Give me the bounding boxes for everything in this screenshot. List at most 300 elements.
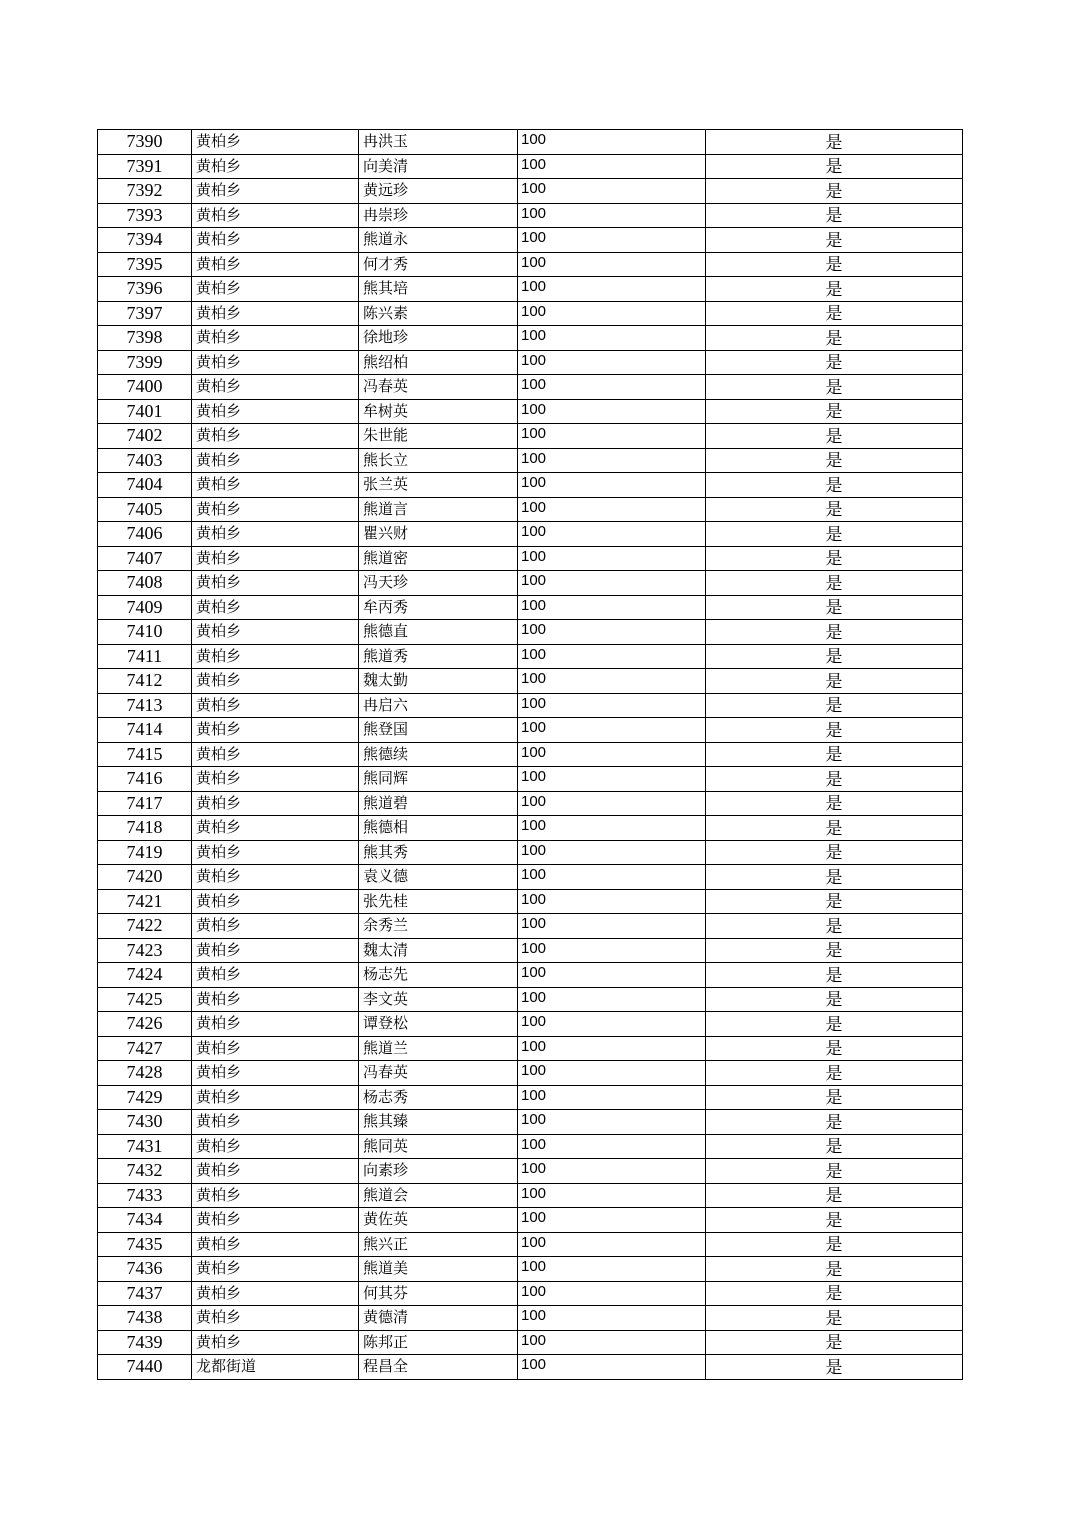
township-cell: 黄柏乡 — [192, 963, 359, 988]
amount-cell: 100 — [518, 473, 706, 498]
person-name-cell: 熊道言 — [359, 497, 518, 522]
status-flag-cell: 是 — [706, 1330, 963, 1355]
status-flag-cell: 是 — [706, 448, 963, 473]
serial-number-cell: 7433 — [98, 1183, 192, 1208]
amount-cell: 100 — [518, 1012, 706, 1037]
serial-number-cell: 7392 — [98, 179, 192, 204]
amount-cell: 100 — [518, 350, 706, 375]
status-flag-cell: 是 — [706, 1012, 963, 1037]
serial-number-cell: 7432 — [98, 1159, 192, 1184]
person-name-cell: 向美清 — [359, 154, 518, 179]
township-cell: 黄柏乡 — [192, 473, 359, 498]
township-cell: 黄柏乡 — [192, 1306, 359, 1331]
person-name-cell: 徐地珍 — [359, 326, 518, 351]
status-flag-cell: 是 — [706, 350, 963, 375]
status-flag-cell: 是 — [706, 1183, 963, 1208]
status-flag-cell: 是 — [706, 963, 963, 988]
status-flag-cell: 是 — [706, 889, 963, 914]
serial-number-cell: 7393 — [98, 203, 192, 228]
table-row — [98, 865, 963, 890]
status-flag-cell: 是 — [706, 1355, 963, 1380]
township-cell: 黄柏乡 — [192, 228, 359, 253]
serial-number-cell: 7438 — [98, 1306, 192, 1331]
status-flag-cell: 是 — [706, 154, 963, 179]
person-name-cell: 张兰英 — [359, 473, 518, 498]
table-row — [98, 1134, 963, 1159]
person-name-cell: 魏太清 — [359, 938, 518, 963]
person-name-cell: 熊道美 — [359, 1257, 518, 1282]
serial-number-cell: 7435 — [98, 1232, 192, 1257]
amount-cell: 100 — [518, 742, 706, 767]
person-name-cell: 熊德相 — [359, 816, 518, 841]
status-flag-cell: 是 — [706, 546, 963, 571]
serial-number-cell: 7411 — [98, 644, 192, 669]
status-flag-cell: 是 — [706, 865, 963, 890]
person-name-cell: 熊道会 — [359, 1183, 518, 1208]
amount-cell: 100 — [518, 693, 706, 718]
person-name-cell: 余秀兰 — [359, 914, 518, 939]
roster-table-body — [98, 130, 963, 1380]
person-name-cell: 熊道永 — [359, 228, 518, 253]
amount-cell: 100 — [518, 375, 706, 400]
status-flag-cell: 是 — [706, 742, 963, 767]
township-cell: 黄柏乡 — [192, 791, 359, 816]
table-row — [98, 571, 963, 596]
status-flag-cell: 是 — [706, 914, 963, 939]
serial-number-cell: 7421 — [98, 889, 192, 914]
township-cell: 黄柏乡 — [192, 742, 359, 767]
serial-number-cell: 7428 — [98, 1061, 192, 1086]
person-name-cell: 熊绍柏 — [359, 350, 518, 375]
township-cell: 黄柏乡 — [192, 1061, 359, 1086]
serial-number-cell: 7431 — [98, 1134, 192, 1159]
status-flag-cell: 是 — [706, 277, 963, 302]
township-cell: 黄柏乡 — [192, 130, 359, 155]
table-row — [98, 1257, 963, 1282]
amount-cell: 100 — [518, 1110, 706, 1135]
person-name-cell: 陈兴素 — [359, 301, 518, 326]
serial-number-cell: 7415 — [98, 742, 192, 767]
status-flag-cell: 是 — [706, 1134, 963, 1159]
township-cell: 黄柏乡 — [192, 326, 359, 351]
amount-cell: 100 — [518, 203, 706, 228]
township-cell: 黄柏乡 — [192, 399, 359, 424]
person-name-cell: 何才秀 — [359, 252, 518, 277]
table-row — [98, 1306, 963, 1331]
amount-cell: 100 — [518, 546, 706, 571]
table-row — [98, 1085, 963, 1110]
status-flag-cell: 是 — [706, 1085, 963, 1110]
table-row — [98, 742, 963, 767]
township-cell: 黄柏乡 — [192, 595, 359, 620]
township-cell: 黄柏乡 — [192, 424, 359, 449]
status-flag-cell: 是 — [706, 1281, 963, 1306]
person-name-cell: 熊德续 — [359, 742, 518, 767]
status-flag-cell: 是 — [706, 522, 963, 547]
person-name-cell: 黄佐英 — [359, 1208, 518, 1233]
serial-number-cell: 7429 — [98, 1085, 192, 1110]
serial-number-cell: 7399 — [98, 350, 192, 375]
township-cell: 黄柏乡 — [192, 179, 359, 204]
township-cell: 黄柏乡 — [192, 546, 359, 571]
township-cell: 黄柏乡 — [192, 1036, 359, 1061]
amount-cell: 100 — [518, 840, 706, 865]
amount-cell: 100 — [518, 914, 706, 939]
township-cell: 黄柏乡 — [192, 1183, 359, 1208]
table-row — [98, 1012, 963, 1037]
table-row — [98, 497, 963, 522]
status-flag-cell: 是 — [706, 424, 963, 449]
serial-number-cell: 7402 — [98, 424, 192, 449]
table-row — [98, 179, 963, 204]
amount-cell: 100 — [518, 767, 706, 792]
table-row — [98, 767, 963, 792]
township-cell: 黄柏乡 — [192, 1232, 359, 1257]
table-row — [98, 595, 963, 620]
amount-cell: 100 — [518, 179, 706, 204]
status-flag-cell: 是 — [706, 1061, 963, 1086]
table-row — [98, 154, 963, 179]
amount-cell: 100 — [518, 1208, 706, 1233]
amount-cell: 100 — [518, 326, 706, 351]
amount-cell: 100 — [518, 252, 706, 277]
serial-number-cell: 7398 — [98, 326, 192, 351]
table-row — [98, 424, 963, 449]
person-name-cell: 熊道兰 — [359, 1036, 518, 1061]
township-cell: 黄柏乡 — [192, 1159, 359, 1184]
person-name-cell: 陈邦正 — [359, 1330, 518, 1355]
serial-number-cell: 7426 — [98, 1012, 192, 1037]
status-flag-cell: 是 — [706, 1208, 963, 1233]
table-row — [98, 448, 963, 473]
township-cell: 黄柏乡 — [192, 693, 359, 718]
person-name-cell: 谭登松 — [359, 1012, 518, 1037]
serial-number-cell: 7396 — [98, 277, 192, 302]
serial-number-cell: 7391 — [98, 154, 192, 179]
status-flag-cell: 是 — [706, 595, 963, 620]
township-cell: 黄柏乡 — [192, 277, 359, 302]
serial-number-cell: 7440 — [98, 1355, 192, 1380]
serial-number-cell: 7397 — [98, 301, 192, 326]
person-name-cell: 牟丙秀 — [359, 595, 518, 620]
person-name-cell: 程昌全 — [359, 1355, 518, 1380]
person-name-cell: 熊同英 — [359, 1134, 518, 1159]
table-row — [98, 375, 963, 400]
township-cell: 黄柏乡 — [192, 203, 359, 228]
table-row — [98, 203, 963, 228]
person-name-cell: 熊同辉 — [359, 767, 518, 792]
person-name-cell: 魏太勤 — [359, 669, 518, 694]
township-cell: 黄柏乡 — [192, 987, 359, 1012]
table-row — [98, 1036, 963, 1061]
table-row — [98, 350, 963, 375]
person-name-cell: 何其芬 — [359, 1281, 518, 1306]
amount-cell: 100 — [518, 938, 706, 963]
status-flag-cell: 是 — [706, 497, 963, 522]
township-cell: 黄柏乡 — [192, 350, 359, 375]
status-flag-cell: 是 — [706, 718, 963, 743]
status-flag-cell: 是 — [706, 767, 963, 792]
table-row — [98, 1159, 963, 1184]
amount-cell: 100 — [518, 1306, 706, 1331]
serial-number-cell: 7405 — [98, 497, 192, 522]
amount-cell: 100 — [518, 424, 706, 449]
township-cell: 黄柏乡 — [192, 620, 359, 645]
township-cell: 黄柏乡 — [192, 1257, 359, 1282]
person-name-cell: 熊长立 — [359, 448, 518, 473]
township-cell: 黄柏乡 — [192, 301, 359, 326]
serial-number-cell: 7408 — [98, 571, 192, 596]
table-row — [98, 252, 963, 277]
township-cell: 黄柏乡 — [192, 1208, 359, 1233]
serial-number-cell: 7400 — [98, 375, 192, 400]
person-name-cell: 冯春英 — [359, 375, 518, 400]
amount-cell: 100 — [518, 154, 706, 179]
township-cell: 黄柏乡 — [192, 865, 359, 890]
table-row — [98, 718, 963, 743]
amount-cell: 100 — [518, 1159, 706, 1184]
amount-cell: 100 — [518, 963, 706, 988]
serial-number-cell: 7417 — [98, 791, 192, 816]
serial-number-cell: 7437 — [98, 1281, 192, 1306]
township-cell: 黄柏乡 — [192, 718, 359, 743]
person-name-cell: 熊道碧 — [359, 791, 518, 816]
status-flag-cell: 是 — [706, 179, 963, 204]
roster-table — [97, 129, 963, 1380]
amount-cell: 100 — [518, 1061, 706, 1086]
amount-cell: 100 — [518, 522, 706, 547]
status-flag-cell: 是 — [706, 375, 963, 400]
table-row — [98, 1061, 963, 1086]
table-row — [98, 987, 963, 1012]
status-flag-cell: 是 — [706, 987, 963, 1012]
amount-cell: 100 — [518, 571, 706, 596]
status-flag-cell: 是 — [706, 130, 963, 155]
status-flag-cell: 是 — [706, 620, 963, 645]
status-flag-cell: 是 — [706, 669, 963, 694]
serial-number-cell: 7394 — [98, 228, 192, 253]
amount-cell: 100 — [518, 130, 706, 155]
township-cell: 黄柏乡 — [192, 154, 359, 179]
status-flag-cell: 是 — [706, 228, 963, 253]
status-flag-cell: 是 — [706, 1306, 963, 1331]
status-flag-cell: 是 — [706, 1036, 963, 1061]
person-name-cell: 熊其臻 — [359, 1110, 518, 1135]
person-name-cell: 熊其秀 — [359, 840, 518, 865]
table-row — [98, 277, 963, 302]
serial-number-cell: 7414 — [98, 718, 192, 743]
serial-number-cell: 7423 — [98, 938, 192, 963]
serial-number-cell: 7395 — [98, 252, 192, 277]
amount-cell: 100 — [518, 669, 706, 694]
serial-number-cell: 7413 — [98, 693, 192, 718]
township-cell: 黄柏乡 — [192, 497, 359, 522]
status-flag-cell: 是 — [706, 693, 963, 718]
amount-cell: 100 — [518, 1355, 706, 1380]
table-row — [98, 963, 963, 988]
table-row — [98, 301, 963, 326]
serial-number-cell: 7416 — [98, 767, 192, 792]
status-flag-cell: 是 — [706, 1159, 963, 1184]
serial-number-cell: 7409 — [98, 595, 192, 620]
amount-cell: 100 — [518, 497, 706, 522]
township-cell: 黄柏乡 — [192, 1281, 359, 1306]
amount-cell: 100 — [518, 816, 706, 841]
person-name-cell: 熊登国 — [359, 718, 518, 743]
table-row — [98, 1232, 963, 1257]
serial-number-cell: 7439 — [98, 1330, 192, 1355]
serial-number-cell: 7430 — [98, 1110, 192, 1135]
table-row — [98, 1110, 963, 1135]
serial-number-cell: 7390 — [98, 130, 192, 155]
amount-cell: 100 — [518, 301, 706, 326]
person-name-cell: 张先桂 — [359, 889, 518, 914]
status-flag-cell: 是 — [706, 644, 963, 669]
amount-cell: 100 — [518, 1085, 706, 1110]
person-name-cell: 杨志秀 — [359, 1085, 518, 1110]
table-row — [98, 791, 963, 816]
township-cell: 黄柏乡 — [192, 840, 359, 865]
serial-number-cell: 7406 — [98, 522, 192, 547]
township-cell: 黄柏乡 — [192, 767, 359, 792]
amount-cell: 100 — [518, 718, 706, 743]
amount-cell: 100 — [518, 448, 706, 473]
township-cell: 黄柏乡 — [192, 522, 359, 547]
person-name-cell: 黄远珍 — [359, 179, 518, 204]
amount-cell: 100 — [518, 1257, 706, 1282]
table-row — [98, 889, 963, 914]
table-row — [98, 840, 963, 865]
serial-number-cell: 7418 — [98, 816, 192, 841]
amount-cell: 100 — [518, 865, 706, 890]
person-name-cell: 冉启六 — [359, 693, 518, 718]
amount-cell: 100 — [518, 595, 706, 620]
table-row — [98, 130, 963, 155]
table-row — [98, 326, 963, 351]
amount-cell: 100 — [518, 1232, 706, 1257]
table-row — [98, 399, 963, 424]
amount-cell: 100 — [518, 1183, 706, 1208]
serial-number-cell: 7419 — [98, 840, 192, 865]
table-row — [98, 669, 963, 694]
table-row — [98, 620, 963, 645]
serial-number-cell: 7407 — [98, 546, 192, 571]
amount-cell: 100 — [518, 277, 706, 302]
person-name-cell: 朱世能 — [359, 424, 518, 449]
person-name-cell: 李文英 — [359, 987, 518, 1012]
status-flag-cell: 是 — [706, 326, 963, 351]
amount-cell: 100 — [518, 644, 706, 669]
amount-cell: 100 — [518, 1330, 706, 1355]
township-cell: 黄柏乡 — [192, 816, 359, 841]
person-name-cell: 熊其培 — [359, 277, 518, 302]
township-cell: 黄柏乡 — [192, 669, 359, 694]
township-cell: 黄柏乡 — [192, 1110, 359, 1135]
serial-number-cell: 7427 — [98, 1036, 192, 1061]
township-cell: 黄柏乡 — [192, 1085, 359, 1110]
status-flag-cell: 是 — [706, 938, 963, 963]
serial-number-cell: 7404 — [98, 473, 192, 498]
person-name-cell: 冉崇珍 — [359, 203, 518, 228]
person-name-cell: 冯天珍 — [359, 571, 518, 596]
status-flag-cell: 是 — [706, 252, 963, 277]
person-name-cell: 冉洪玉 — [359, 130, 518, 155]
serial-number-cell: 7412 — [98, 669, 192, 694]
table-row — [98, 1330, 963, 1355]
status-flag-cell: 是 — [706, 1110, 963, 1135]
amount-cell: 100 — [518, 889, 706, 914]
person-name-cell: 黄德清 — [359, 1306, 518, 1331]
amount-cell: 100 — [518, 1281, 706, 1306]
amount-cell: 100 — [518, 1134, 706, 1159]
table-row — [98, 1355, 963, 1380]
amount-cell: 100 — [518, 987, 706, 1012]
township-cell: 黄柏乡 — [192, 914, 359, 939]
township-cell: 黄柏乡 — [192, 1012, 359, 1037]
township-cell: 黄柏乡 — [192, 1330, 359, 1355]
status-flag-cell: 是 — [706, 816, 963, 841]
township-cell: 黄柏乡 — [192, 571, 359, 596]
person-name-cell: 熊道秀 — [359, 644, 518, 669]
serial-number-cell: 7434 — [98, 1208, 192, 1233]
person-name-cell: 熊德直 — [359, 620, 518, 645]
serial-number-cell: 7424 — [98, 963, 192, 988]
status-flag-cell: 是 — [706, 791, 963, 816]
status-flag-cell: 是 — [706, 399, 963, 424]
serial-number-cell: 7422 — [98, 914, 192, 939]
amount-cell: 100 — [518, 228, 706, 253]
serial-number-cell: 7425 — [98, 987, 192, 1012]
serial-number-cell: 7410 — [98, 620, 192, 645]
township-cell: 黄柏乡 — [192, 644, 359, 669]
amount-cell: 100 — [518, 399, 706, 424]
person-name-cell: 牟树英 — [359, 399, 518, 424]
table-row — [98, 816, 963, 841]
person-name-cell: 瞿兴财 — [359, 522, 518, 547]
status-flag-cell: 是 — [706, 1232, 963, 1257]
amount-cell: 100 — [518, 1036, 706, 1061]
township-cell: 黄柏乡 — [192, 375, 359, 400]
status-flag-cell: 是 — [706, 571, 963, 596]
table-row — [98, 1208, 963, 1233]
table-row — [98, 914, 963, 939]
table-row — [98, 228, 963, 253]
township-cell: 黄柏乡 — [192, 938, 359, 963]
township-cell: 黄柏乡 — [192, 889, 359, 914]
status-flag-cell: 是 — [706, 840, 963, 865]
township-cell: 黄柏乡 — [192, 1134, 359, 1159]
person-name-cell: 冯春英 — [359, 1061, 518, 1086]
table-row — [98, 1183, 963, 1208]
township-cell: 龙都街道 — [192, 1355, 359, 1380]
status-flag-cell: 是 — [706, 301, 963, 326]
township-cell: 黄柏乡 — [192, 252, 359, 277]
table-row — [98, 522, 963, 547]
person-name-cell: 袁义德 — [359, 865, 518, 890]
person-name-cell: 熊道密 — [359, 546, 518, 571]
amount-cell: 100 — [518, 791, 706, 816]
serial-number-cell: 7420 — [98, 865, 192, 890]
person-name-cell: 向素珍 — [359, 1159, 518, 1184]
serial-number-cell: 7436 — [98, 1257, 192, 1282]
table-row — [98, 546, 963, 571]
status-flag-cell: 是 — [706, 1257, 963, 1282]
amount-cell: 100 — [518, 620, 706, 645]
table-row — [98, 473, 963, 498]
table-row — [98, 644, 963, 669]
status-flag-cell: 是 — [706, 203, 963, 228]
status-flag-cell: 是 — [706, 473, 963, 498]
